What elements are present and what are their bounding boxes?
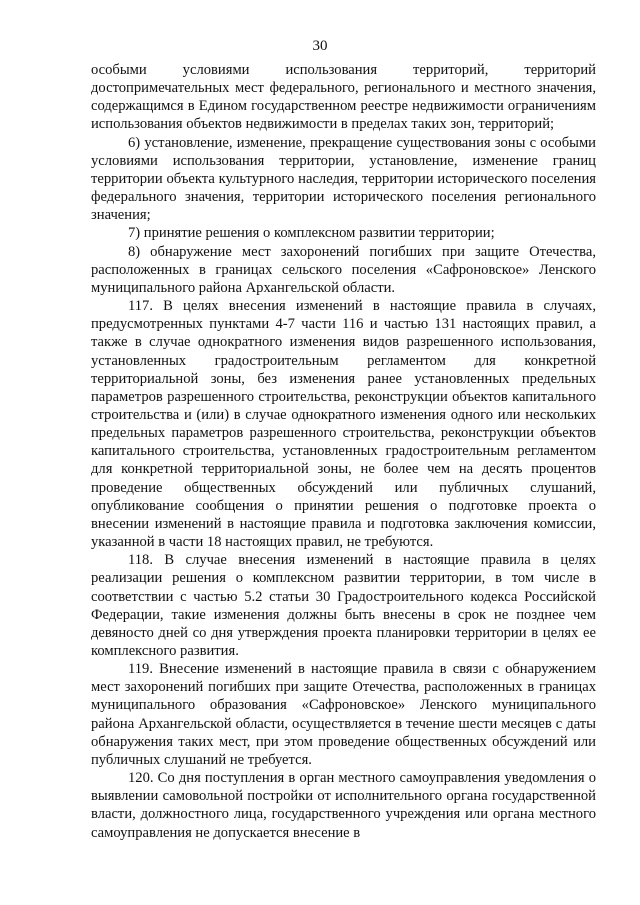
paragraph-120: 120. Со дня поступления в орган местного самоуправления уведомления о выявлении самовольной постройки от исполнительного органа государственной власти, должностного лица, государственного учреждения или органа местного самоуправления не допускается внесение в bbox=[91, 770, 596, 841]
paragraph-item-7: 7) принятие решения о комплексном развитии территории; bbox=[128, 225, 495, 242]
document-body bbox=[91, 61, 596, 842]
paragraph-117: 117. В целях внесения изменений в настоящие правила в случаях, предусмотренных пунктами 4-7 части 116 и частью 131 настоящих правил, а также в случае однократного изменения видов разрешенного использования, установленных градостроительным регламентом для конкретной территориальной зоны, без изменения ранее установленных предельных параметров разрешенного строительства, реконструкции объектов капитального строительства и (или) в случае однократного изменения одного или нескольких предельных параметров разрешенного строительства, реконструкции объектов капитального строительства, установленных градостроительным регламентом для конкретной территориальной зоны, не более чем на десять процентов проведение общественных обсуждений или публичных слушаний, опубликование сообщения о принятии решения о подготовке проекта о внесении изменений в настоящие правила и подготовка заключения комиссии, указанной в части 18 настоящих правил, не требуются. bbox=[91, 298, 596, 551]
paragraph-119: 119. Внесение изменений в настоящие правила в связи с обнаружением мест захоронений погибших при защите Отечества, расположенных в границах муниципального образования «Сафроновское» Ленского муниципального района Архангельской области, осуществляется в течение шести месяцев с даты обнаружения таких мест, при этом проведение общественных обсуждений или публичных слушаний не требуется. bbox=[91, 661, 596, 768]
paragraph-item-6: 6) установление, изменение, прекращение существования зоны с особыми условиями использования территории, установление, изменение границ территории объекта культурного наследия, территории исторического поселения федерального значения, территории исторического поселения регионального значения; bbox=[91, 134, 596, 224]
paragraph-118: 118. В случае внесения изменений в настоящие правила в целях реализации решения о комплексном развитии территории, в том числе в соответствии с частью 5.2 статьи 30 Градостроительного кодекса Российской Федерации, такие изменения должны быть внесены в срок не позднее чем девяносто дней со дня утверждения проекта планировки территории в целях ее комплексного развития. bbox=[91, 552, 596, 659]
paragraph-item-8: 8) обнаружение мест захоронений погибших при защите Отечества, расположенных в границах сельского поселения «Сафроновское» Ленского муниципального района Архангельской области. bbox=[91, 243, 596, 296]
page-number: 30 bbox=[312, 38, 328, 54]
paragraph-continued: особыми условиями использования территорий, территорий достопримечательных мест федерального, регионального и местного значения, содержащимся в Едином государственном реестре недвижимости ограничениям использования объектов недвижимости в пределах таких зон, территорий; bbox=[91, 62, 596, 133]
